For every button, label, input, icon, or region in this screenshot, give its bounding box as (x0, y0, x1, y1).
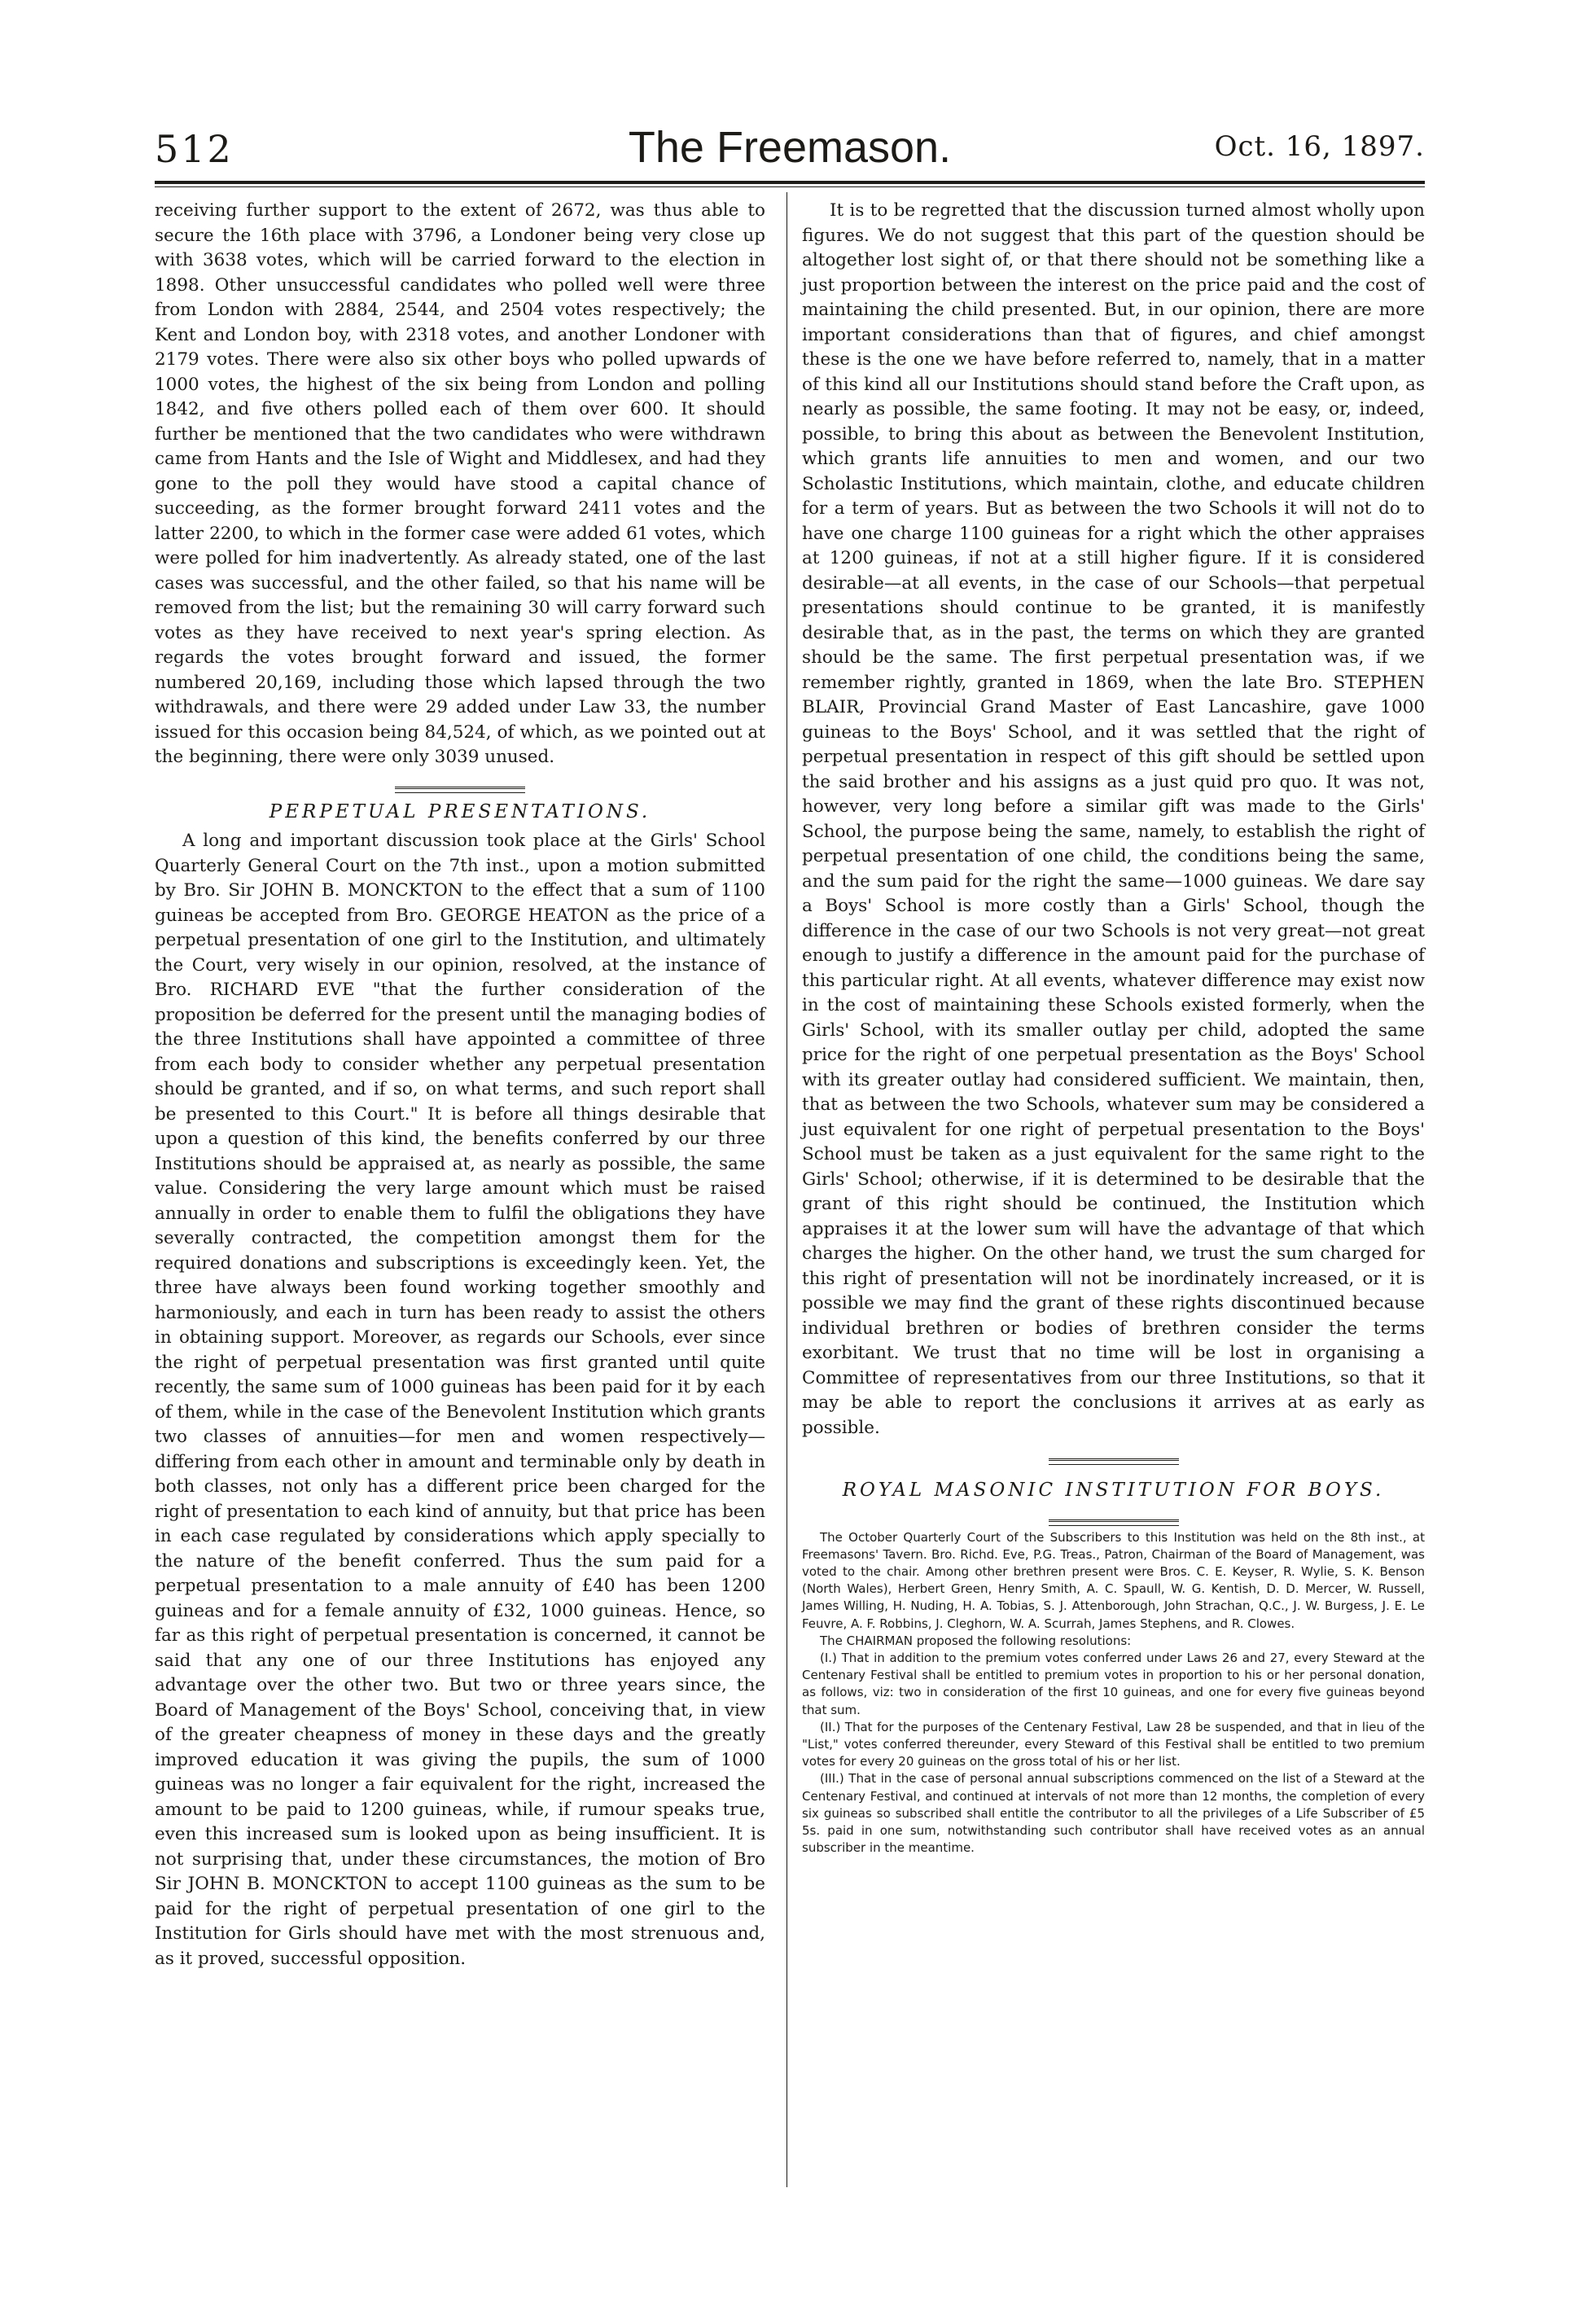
section-separator (802, 1515, 1425, 1523)
header-rule-thin (155, 186, 1425, 187)
section-heading: PERPETUAL PRESENTATIONS. (269, 800, 651, 822)
section-separator (155, 782, 765, 798)
article-paragraph: receiving further support to the extent of 2672, was thus able to secure the 16th place with 3796, a Londoner being very close up with 3638 votes, which will be carried forward to the election in 1898. Other unsuccessful candidates who polled well were three from London with 2884, 2544, and 2504 votes respectively; the Kent and London boy, with 2318 votes, and another Londoner with 2179 votes. There were also six other boys who polled upwards of 1000 votes, the highest of the six being from London and polling 1842, and five others polled each of them over 600. It should further be mentioned that the two candidates who were withdrawn came from Hants and the Isle of Wight and Middlesex, and had they gone to the poll they would have stood a capital chance of succeeding, as the former brought forward 2411 votes and the latter 2200, to which in the former case were added 61 votes, which were polled for him inadvertently. As already stated, one of the last cases was successful, and the other failed, so that his name will be removed from the list; but the remaining 30 will carry forward such votes as they have received to next year's spring election. As regards the votes brought forward and issued, the former numbered 20,169, including those which lapsed through the two withdrawals, and there were 29 added under Law 33, the number issued for this occasion being 84,524, of which, as we pointed out at the beginning, there were only 3039 unused. (155, 200, 765, 767)
right-column (802, 199, 1425, 1857)
article-paragraph: It is to be regretted that the discussion turned almost wholly upon figures. We do not suggest that this part of the question should be altogether lost sight of, or that there should not be something like a just proportion between the interest on the price paid and the cost of maintaining the child presented. But, in our opinion, there are more important considerations than that of figures, and chief amongst these is the one we have before referred to, namely, that in a matter of this kind all our Institutions should stand before the Craft upon, as nearly as possible, the same footing. It may not be easy, or, indeed, possible, to bring this about as between the Benevolent Institution, which grants life annuities to men and women, and our two Scholastic Institutions, which maintain, clothe, and educate children for a term of years. But as between the two Schools it will not do to have one charge 1100 guineas for a right which the other appraises at 1200 guineas, if not at a still higher figure. If it is considered desirable—at all events, in the case of our Schools—that perpetual presentations should continue to be granted, it is manifestly desirable that, as in the past, the terms on which they are granted should be the same. The first perpetual presentation was, if we remember rightly, granted in 1869, when the late Bro. STEPHEN BLAIR, Provincial Grand Master of East Lancashire, gave 1000 guineas to the Boys' School, and it was settled that the right of perpetual presentation in respect of this gift should be settled upon the said brother and his assigns as a just quid pro quo. It was not, however, very long before a similar gift was made to the Girls' School, the purpose being the same, namely, to establish the right of perpetual presentation of one child, the conditions being the same, and the sum paid for the right the same—1000 guineas. We dare say a Boys' School is more costly than a Girls' School, though the difference in the case of our two Schools is not very great—not great enough to justify a difference in the amount paid for the purchase of this particular right. At all events, whatever difference may exist now in the cost of maintaining these Schools existed formerly, when the Girls' School, with its smaller outlay per child, adopted the same price for the right of one perpetual presentation as the Boys' School with its greater outlay had considered sufficient. We maintain, then, that as between the two Schools, whatever sum may be considered a just equivalent for one right of perpetual presentation to the Boys' School must be taken as a just equivalent for the same right to the Girls' School; otherwise, if it is determined to be desirable that the grant of this right should be continued, the Institution which appraises it at the lower sum will have the advantage of that which charges the higher. On the other hand, we trust the sum charged for this right of presentation will not be inordinately increased, or it is possible we may find the grant of these rights discontinued because individual brethren or bodies of brethren consider the terms exorbitant. We trust that no time will be lost in organising a Committee of representatives from our three Institutions, so that it may be able to report the conclusions it arrives at as early as possible. (802, 200, 1425, 1438)
article-paragraph: A long and important discussion took place at the Girls' School Quarterly General Court on the 7th inst., upon a motion submitted by Bro. Sir JOHN B. MONCKTON to the effect that a sum of 1100 guineas be accepted from Bro. GEORGE HEATON as the price of a perpetual presentation of one girl to the Institution, and ultimately the Court, very wisely in our opinion, resolved, at the instance of Bro. RICHARD EVE "that the further consideration of the proposition be deferred for the present until the managing bodies of the three Institutions shall have appointed a committee of three from each body to consider whether any perpetual presentation should be granted, and if so, on what terms, and such report shall be presented to this Court." It is before all things desirable that upon a question of this kind, the benefits conferred by our three Institutions should be appraised at, as nearly as possible, the same value. Considering the very large amount which must be raised annually in order to enable them to fulfil the obligations they have severally contracted, the competition amongst them for the required donations and subscriptions is exceedingly keen. Yet, the three have always been found working together smoothly and harmoniously, and each in turn has been ready to assist the others in obtaining support. Moreover, as regards our Schools, ever since the right of perpetual presentation was first granted until quite recently, the same sum of 1000 guineas has been paid for it by each of them, while in the case of the Benevolent Institution which grants two classes of annuities—for men and women respectively—differing from each other in amount and terminable only by death in both classes, not only has a different price been charged for the right of presentation to each kind of annuity, but that price has been in each case regulated by considerations which apply specially to the nature of the benefit conferred. Thus the sum paid for a perpetual presentation to a male annuity of £40 has been 1200 guineas and for a female annuity of £32, 1000 guineas. Hence, so far as this right of perpetual presentation is concerned, it cannot be said that any one of our three Institutions has enjoyed any advantage over the other two. But two or three years since, the Board of Management of the Boys' School, conceiving that, in view of the greater cheapness of money in these days and the greatly improved education it was giving the pupils, the sum of 1000 guineas was no longer a fair equivalent for the right, increased the amount to be paid to 1200 guineas, while, if rumour speaks true, even this increased sum is looked upon as being insufficient. It is not surprising that, under these circumstances, the motion of Bro Sir JOHN B. MONCKTON to accept 1100 guineas as the sum to be paid for the right of perpetual presentation of one girl to the Institution for Girls should have met with the most strenuous and, as it proved, successful opposition. (155, 831, 765, 1969)
resolution-item: (II.) That for the purposes of the Centenary Festival, Law 28 be suspended, and that in lieu of the "List," votes conferred thereunder, every Steward of this Festival shall be entitled to two premium votes for every 20 guineas on the gross total of his or her list. (802, 1719, 1425, 1769)
header-rule (155, 181, 1425, 184)
report-paragraph: The CHAIRMAN proposed the following resolutions: (820, 1633, 1132, 1648)
section-separator (802, 1454, 1425, 1470)
issue-date: Oct. 16, 1897. (1214, 130, 1425, 163)
report-paragraph: The October Quarterly Court of the Subscribers to this Institution was held on the 8th inst., at Freemasons' Tavern. Bro. Richd. Eve, P.G. Treas., Patron, Chairman of the Board of Management, was voted to the chair. Among other brethren present were Bros. C. E. Keyser, R. Wylie, S. K. Benson (North Wales), Herbert Green, Henry Smith, A. C. Spaull, W. G. Kentish, D. D. Mercer, W. Russell, James Willing, H. Nuding, H. A. Tobias, S. J. Attenborough, John Strachan, Q.C., J. W. Burgess, J. E. Le Feuvre, A. F. Robbins, J. Cleghorn, W. A. Scurrah, James Stephens, and R. Clowes. (802, 1529, 1425, 1631)
section-heading: ROYAL MASONIC INSTITUTION FOR BOYS. (842, 1480, 1385, 1501)
resolution-item: (III.) That in the case of personal annual subscriptions commenced on the list of a Steward at the Centenary Festival, and continued at intervals of not more than 12 months, the completion of every six guineas so subscribed shall entitle the contributor to all the privileges of a Life Subscriber of £5 5s. paid in one sum, notwithstanding such contributor shall have received votes as an annual subscriber in the meantime. (802, 1771, 1425, 1856)
page-number: 512 (155, 127, 234, 171)
page-header (155, 122, 1425, 171)
resolution-item: (I.) That in addition to the premium votes conferred under Laws 26 and 27, every Steward at the Centenary Festival shall be entitled to premium votes in proportion to his or her personal donation, as follows, viz: two in consideration of the first 10 guineas, and one for every five guineas beyond that sum. (802, 1650, 1425, 1717)
column-divider (786, 192, 787, 2187)
masthead-title: The Freemason. (628, 123, 952, 172)
left-column (155, 199, 765, 1971)
